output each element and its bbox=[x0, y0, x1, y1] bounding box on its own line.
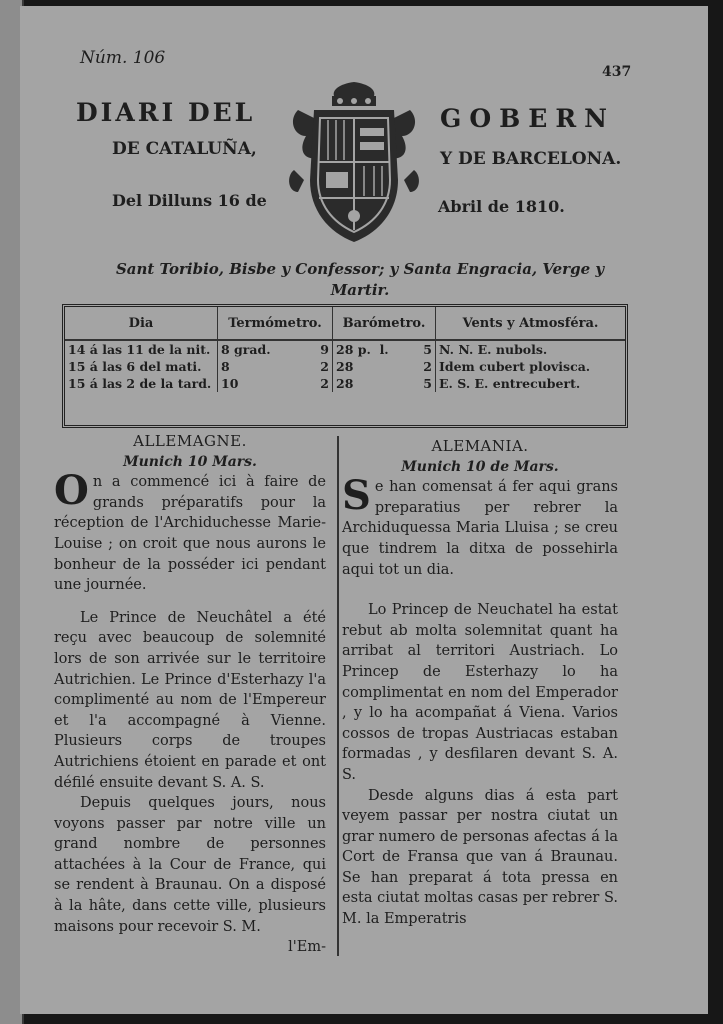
weather-thermo-frac: 2 bbox=[320, 359, 329, 374]
catalan-paragraph-3: Desde alguns dias á esta part veyem passar per nostra ciutat un grar numero de personas afectas á la Cort de Fransa que van á Braunau. Se han preparat á tota pressa en esta ciutat moltas casas per rebrer S. M. la Emperatris bbox=[342, 787, 618, 928]
weather-day: 15 á las 6 del mati. bbox=[65, 358, 218, 375]
weather-thermo: 10 bbox=[221, 376, 239, 391]
saints-of-the-day: Sant Toribio, Bisbe y Confessor; y Santa Engracia, Verge y Martir. bbox=[115, 260, 605, 299]
issue-number: Núm. 106 bbox=[80, 48, 166, 68]
french-catchword: l'Em- bbox=[288, 939, 326, 956]
french-heading: ALLEMAGNE. bbox=[133, 432, 247, 450]
french-paragraph-3: Depuis quelques jours, nous voyons passer par notre ville un grand nombre de personnes attachées à la Cour de France, qui se rendent à Braunau. On a disposé à la hâte, dans cette ville, plusieurs maisons pour recevoir S. M. bbox=[54, 795, 326, 935]
newspaper-page bbox=[20, 6, 708, 1014]
catalan-column bbox=[342, 436, 618, 930]
weather-header-day: Dia bbox=[65, 307, 218, 340]
weather-wind: E. S. E. entrecubert. bbox=[439, 376, 581, 391]
weather-thermo-frac: 9 bbox=[320, 342, 329, 357]
weather-row bbox=[65, 340, 625, 358]
weather-baro: 28 bbox=[336, 376, 354, 391]
french-column bbox=[54, 431, 326, 958]
catalan-heading: ALEMANIA. bbox=[431, 437, 529, 455]
date-right: Abril de 1810. bbox=[438, 197, 565, 216]
weather-thermo: 8 grad. bbox=[221, 342, 271, 357]
french-dateline: Munich 10 Mars. bbox=[123, 453, 257, 470]
weather-day: 14 á las 11 de la nit. bbox=[65, 340, 218, 358]
catalan-drop-cap: S bbox=[342, 472, 371, 520]
weather-thermo: 8 bbox=[221, 359, 230, 374]
catalan-paragraph-2: Lo Princep de Neuchatel ha estat rebut ab molta solemnitat quant ha arribat al territori Austriach. Lo Princep de Esterhazy lo ha complimentat en nom del Emperador , y lo ha acompañat á Viena. Varios cossos de tropas Austriacas estaban formadas , y desfilaren devant S. A. S. bbox=[342, 602, 618, 783]
column-divider bbox=[337, 436, 339, 956]
page-number: 437 bbox=[602, 64, 632, 80]
weather-baro-frac: 5 bbox=[423, 376, 432, 391]
date-left: Del Dilluns 16 de bbox=[112, 191, 267, 210]
weather-day: 15 á las 2 de la tard. bbox=[65, 375, 218, 392]
weather-baro-lines: l. bbox=[379, 342, 389, 357]
masthead-subtitle-left: DE CATALUÑA, bbox=[112, 139, 257, 159]
weather-table bbox=[62, 304, 628, 428]
weather-wind: N. N. E. nubols. bbox=[439, 342, 548, 357]
masthead-title-left: DIARI DEL bbox=[76, 98, 256, 127]
weather-row bbox=[65, 358, 625, 375]
french-paragraph-1: n a commencé ici à faire de grands préparatifs pour la réception de l'Archiduchesse Marie-Louise ; on croit que nous aurons le bonheur de la posséder ici pendant une journée. bbox=[54, 474, 326, 594]
weather-header-barometer: Barómetro. bbox=[333, 307, 436, 340]
masthead-title-right: GOBERN bbox=[440, 104, 615, 133]
weather-baro-frac: 2 bbox=[423, 359, 432, 374]
masthead-subtitle-right: Y DE BARCELONA. bbox=[440, 149, 622, 169]
weather-header-winds: Vents y Atmosféra. bbox=[436, 307, 626, 340]
weather-baro: 28 p. bbox=[336, 342, 371, 357]
french-paragraph-2: Le Prince de Neuchâtel a été reçu avec beaucoup de solemnité lors de son arrivée sur le territoire Autrichien. Le Prince d'Esterhazy l'a complimenté au nom de l'Empereur et l'a accompagné à Vienne. Plusieurs corps de troupes Autrichiens étoient en parade et ont défilé ensuite devant S. A. S. bbox=[54, 609, 326, 791]
catalan-dateline: Munich 10 de Mars. bbox=[401, 458, 559, 475]
french-drop-cap: O bbox=[54, 467, 89, 515]
weather-baro-frac: 5 bbox=[423, 342, 432, 357]
weather-wind: Idem cubert plovisca. bbox=[439, 359, 591, 374]
coat-of-arms-icon bbox=[284, 80, 424, 246]
weather-header-thermometer: Termómetro. bbox=[218, 307, 333, 340]
weather-row bbox=[65, 375, 625, 392]
weather-thermo-frac: 2 bbox=[320, 376, 329, 391]
weather-baro: 28 bbox=[336, 359, 354, 374]
catalan-paragraph-1: e han comensat á fer aqui grans preparatius per rebrer la Archiduquessa Maria Lluisa ; se creu que tindrem la ditxa de possehirla aqui tot un dia. bbox=[342, 479, 618, 578]
